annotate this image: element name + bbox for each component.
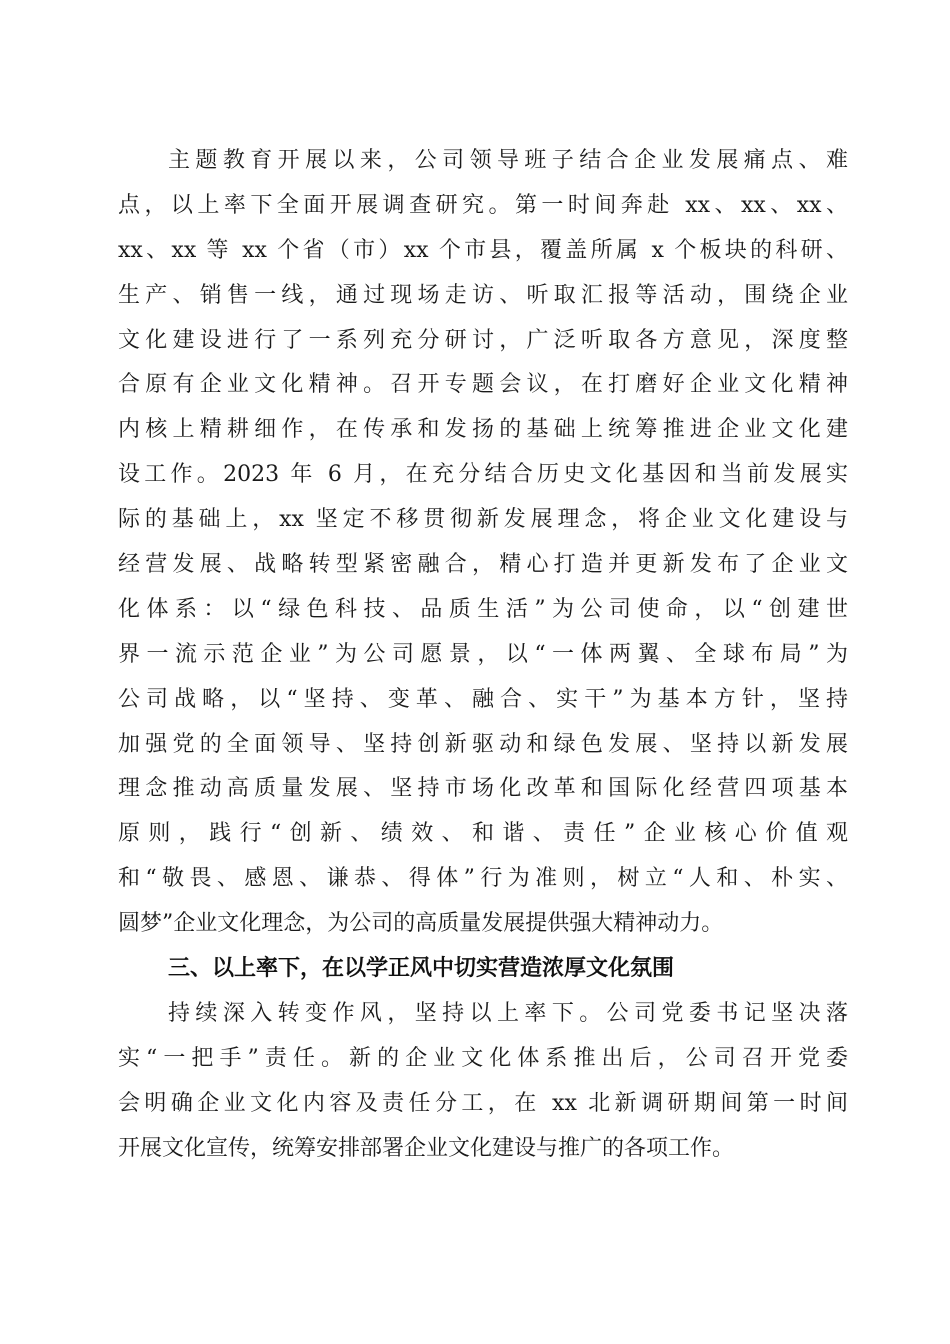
paragraph-line: 设工作。2023 年 6 月，在充分结合历史文化基因和当前发展实 xyxy=(118,462,848,488)
paragraph-1 xyxy=(118,139,848,947)
paragraph-line: 公司战略，以“坚持、变革、融合、实干”为基本方针，坚持 xyxy=(118,686,848,712)
paragraph-line: 和“敬畏、感恩、谦恭、得体”行为准则，树立“人和、朴实、 xyxy=(118,866,848,892)
paragraph-line: 圆梦”企业文化理念，为公司的高质量发展提供强大精神动力。 xyxy=(118,911,724,937)
paragraph-2 xyxy=(118,992,848,1172)
paragraph-line: 化体系：以“绿色科技、品质生活”为公司使命，以“创建世 xyxy=(118,596,848,622)
paragraph-line: 合原有企业文化精神。召开专题会议，在打磨好企业文化精神 xyxy=(118,372,848,398)
paragraph-line: 际的基础上，xx 坚定不移贯彻新发展理念，将企业文化建设与 xyxy=(118,507,848,533)
paragraph-line: 内核上精耕细作，在传承和发扬的基础上统筹推进企业文化建 xyxy=(118,417,848,443)
paragraph-line: 主题教育开展以来，公司领导班子结合企业发展痛点、难 xyxy=(168,148,848,173)
paragraph-line: 实“一把手”责任。新的企业文化体系推出后，公司召开党委 xyxy=(118,1045,848,1071)
paragraph-line: 经营发展、战略转型紧密融合，精心打造并更新发布了企业文 xyxy=(118,552,848,578)
paragraph-line: 生产、销售一线，通过现场走访、听取汇报等活动，围绕企业 xyxy=(118,282,848,308)
paragraph-line: 开展文化宣传，统筹安排部署企业文化建设与推广的各项工作。 xyxy=(118,1135,735,1161)
paragraph-line: 原则，践行“创新、绩效、和谐、责任”企业核心价值观 xyxy=(118,821,848,847)
paragraph-line: 界一流示范企业”为公司愿景，以“一体两翼、全球布局”为 xyxy=(118,641,848,667)
section-heading: 三、以上率下，在以学正风中切实营造浓厚文化氛围 xyxy=(168,956,675,982)
paragraph-line: 点，以上率下全面开展调查研究。第一时间奔赴 xx、xx、xx、 xyxy=(118,192,848,218)
paragraph-line: 持续深入转变作风，坚持以上率下。公司党委书记坚决落 xyxy=(168,1000,848,1026)
paragraph-line: xx、xx 等 xx 个省（市）xx 个市县，覆盖所属 x 个板块的科研、 xyxy=(118,237,848,263)
paragraph-line: 会明确企业文化内容及责任分工，在 xx 北新调研期间第一时间 xyxy=(118,1090,848,1116)
paragraph-line: 加强党的全面领导、坚持创新驱动和绿色发展、坚持以新发展 xyxy=(118,731,848,757)
document-body xyxy=(118,139,848,1171)
paragraph-line: 理念推动高质量发展、坚持市场化改革和国际化经营四项基本 xyxy=(118,776,848,802)
paragraph-line: 文化建设进行了一系列充分研讨，广泛听取各方意见，深度整 xyxy=(118,327,848,353)
